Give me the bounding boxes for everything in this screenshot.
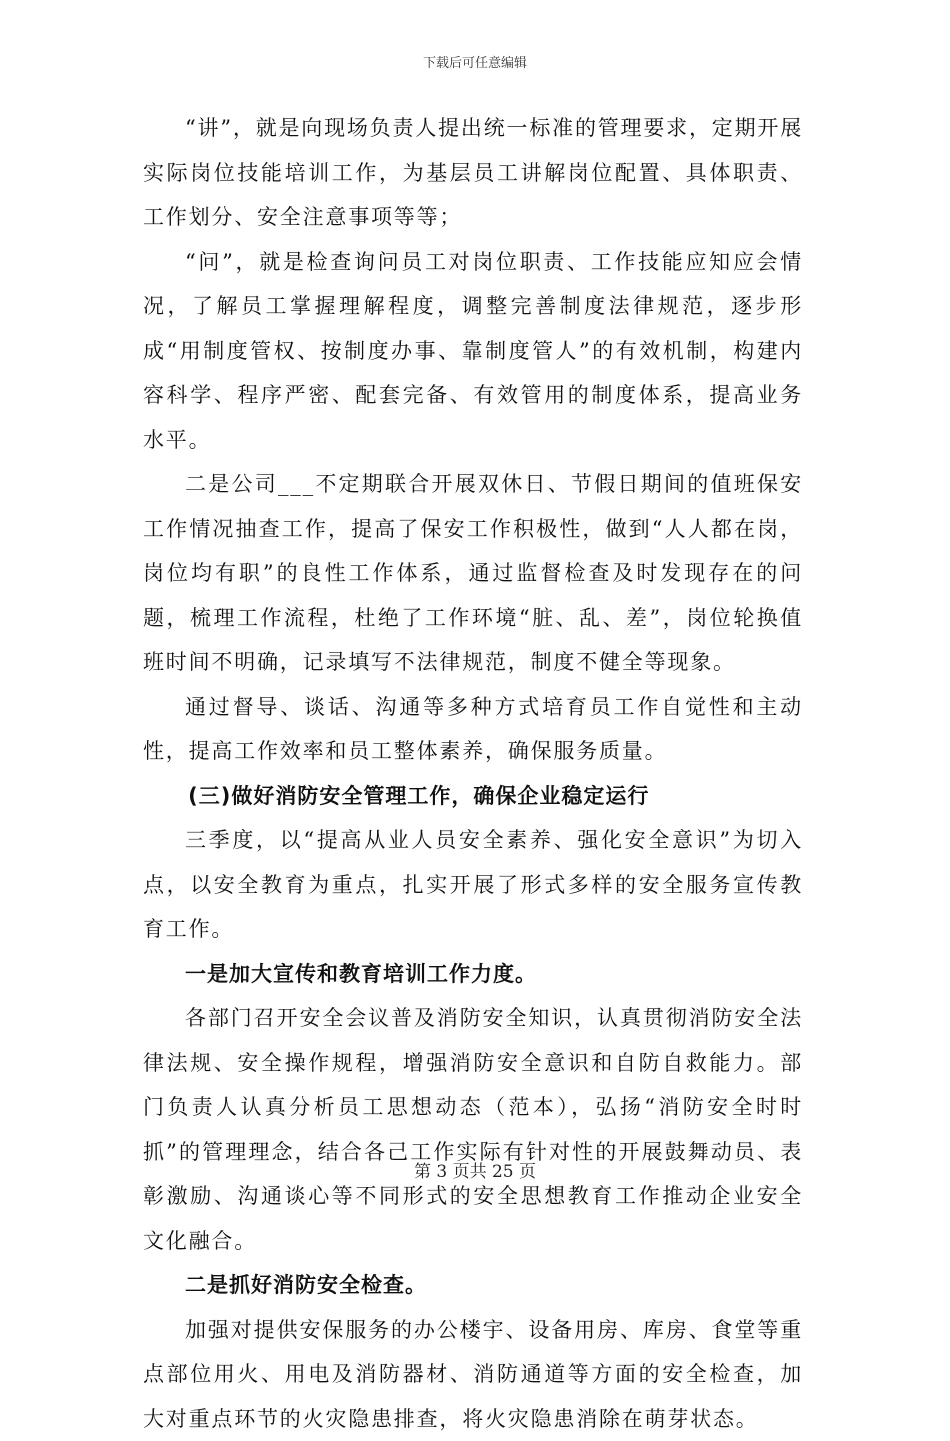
paragraph-wen: “问”，就是检查询问员工对岗位职责、工作技能应知应会情况，了解员工掌握理解程度，调整完善制度法律规范，逐步形成“用制度管权、按制度办事、靠制度管人”的有效机制，构建内容科学、程序严密、配套完备、有效管用的制度体系，提高业务水平。 [143, 240, 803, 463]
paragraph-inspection-details: 加强对提供安保服务的办公楼宇、设备用房、库房、食堂等重点部位用火、用电及消防器材、消防通道等方面的安全检查，加大对重点环节的火灾隐患排查，将火灾隐患消除在萌芽状态。 [143, 1308, 803, 1441]
document-body [143, 106, 803, 1441]
paragraph-third-quarter: 三季度，以“提高从业人员安全素养、强化安全意识”为切入点，以安全教育为重点，扎实开展了形式多样的安全服务宣传教育工作。 [143, 818, 803, 952]
section-heading-fire-safety: (三)做好消防安全管理工作，确保企业稳定运行 [143, 774, 803, 819]
paragraph-second-point: 二是公司___不定期联合开展双休日、节假日期间的值班保安工作情况抽查工作，提高了保安工作积极性，做到“人人都在岗，岗位均有职”的良性工作体系，通过监督检查及时发现存在的问题，梳理工作流程，杜绝了工作环境“脏、乱、差”，岗位轮换值班时间不明确，记录填写不法律规范，制度不健全等现象。 [143, 462, 803, 685]
page-number-footer: 第 3 页共 25 页 [0, 1157, 950, 1182]
page-header-note: 下载后可任意编辑 [0, 52, 950, 71]
paragraph-jiang: “讲”，就是向现场负责人提出统一标准的管理要求，定期开展实际岗位技能培训工作，为基层员工讲解岗位配置、具体职责、工作划分、安全注意事项等等； [143, 106, 803, 240]
subheading-fire-inspection: 二是抓好消防安全检查。 [143, 1263, 803, 1308]
subheading-publicity-training: 一是加大宣传和教育培训工作力度。 [143, 952, 803, 997]
paragraph-supervision: 通过督导、谈话、沟通等多种方式培育员工作自觉性和主动性，提高工作效率和员工整体素养，确保服务质量。 [143, 685, 803, 774]
paragraph-safety-meetings: 各部门召开安全会议普及消防安全知识，认真贯彻消防安全法律法规、安全操作规程，增强消防安全意识和自防自救能力。部门负责人认真分析员工思想动态（范本），弘扬“消防安全时时抓”的管理理念，结合各己工作实际有针对性的开展鼓舞动员、表彰激励、沟通谈心等不同形式的安全思想教育工作推动企业安全文化融合。 [143, 996, 803, 1263]
